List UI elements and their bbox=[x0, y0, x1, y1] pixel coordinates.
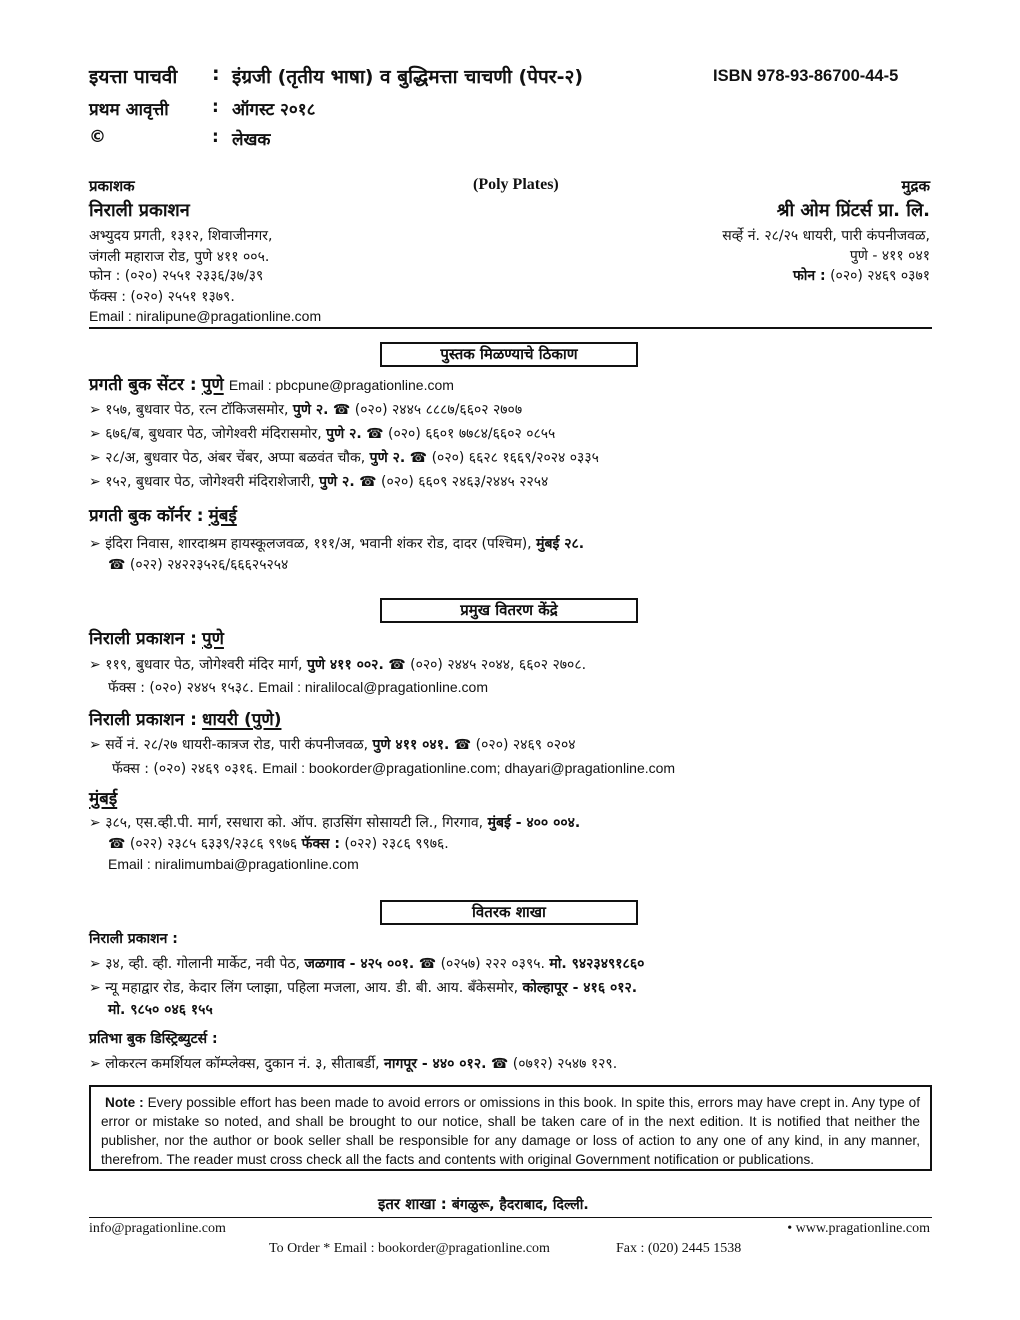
arrow-bullet-icon: ➢ bbox=[89, 1056, 101, 1072]
address-city: पुणे २. bbox=[369, 450, 406, 466]
email-address: Email : bookorder@pragationline.com; dhayari@pragationline.com bbox=[262, 760, 676, 776]
address-city: मुंबई - ४०० ००४. bbox=[487, 815, 581, 831]
publisher-phone: फोन : (०२०) २५५१ २३३६/३७/३९ bbox=[89, 268, 264, 284]
phone-line bbox=[108, 555, 288, 574]
printer-phone-number: (०२०) २४६९ ०३७१ bbox=[830, 268, 930, 284]
pragati-book-corner-label: प्रगती बुक कॉर्नर : bbox=[89, 506, 204, 526]
fax-number: फॅक्स : (०२०) २४४५ १५३८. bbox=[108, 680, 254, 696]
pratibha-heading: प्रतिभा बुक डिस्ट्रिब्युटर्स : bbox=[89, 1031, 218, 1047]
address-city: पुणे ४११ ०४१. bbox=[372, 737, 450, 753]
note-text: Every possible effort has been made to avoid errors or omissions in this book. In spite this, errors may have crept in. Any type of error or mistake so noted, and shall be brought to our notice, shall be taken care of in the next edition. It is notified that neither the publisher, nor the author or book seller shall be responsible for any damage or loss of action to any one of any kind, in any manner, therefrom. The reader must cross check all the facts and contents with original Government notification or publications. bbox=[101, 1095, 920, 1167]
header-divider bbox=[89, 327, 932, 329]
arrow-bullet-icon: ➢ bbox=[89, 426, 101, 442]
address-text: ३८५, एस.व्ही.पी. मार्ग, रसधारा को. ऑप. हाउसिंग सोसायटी लि., गिरगाव, bbox=[105, 815, 484, 831]
publisher-fax: फॅक्स : (०२०) २५५१ १३७९. bbox=[89, 289, 235, 305]
phone-icon: ☎ bbox=[418, 956, 437, 972]
arrow-bullet-icon: ➢ bbox=[89, 980, 101, 996]
printer-phone bbox=[793, 266, 930, 285]
phone-number: (०२५७) २२२ ०३९५. bbox=[440, 956, 545, 972]
isbn: ISBN 978-93-86700-44-5 bbox=[713, 67, 899, 85]
pragati-book-centre-city: पुणे bbox=[201, 375, 224, 395]
mobile-number: मो. ९८५० ०४६ १५५ bbox=[108, 1002, 213, 1018]
publisher-address-1: अभ्युदय प्रगती, १३१२, शिवाजीनगर, bbox=[89, 228, 273, 244]
list-item bbox=[89, 735, 576, 754]
phone-fax-line bbox=[108, 834, 449, 853]
section-where-to-buy-title: पुस्तक मिळण्याचे ठिकाण bbox=[440, 345, 578, 363]
phone-icon: ☎ bbox=[108, 557, 126, 573]
address-city: कोल्हापूर - ४१६ ०१२. bbox=[522, 980, 638, 996]
printer-address-2: पुणे - ४११ ०४१ bbox=[849, 248, 930, 264]
phone-number: (०२२) २३८५ ६३३९/२३८६ ९९७६ bbox=[129, 836, 298, 852]
footer-fax: Fax : (020) 2445 1538 bbox=[616, 1241, 742, 1256]
phone-icon: ☎ bbox=[359, 474, 377, 490]
arrow-bullet-icon: ➢ bbox=[89, 536, 101, 552]
list-item bbox=[89, 424, 555, 443]
pragati-book-corner-city: मुंबई bbox=[208, 506, 237, 526]
footer-website: • www.pragationline.com bbox=[787, 1221, 930, 1236]
other-branches-value: बंगळुरू, हैदराबाद, दिल्ली. bbox=[451, 1197, 589, 1213]
fax-number: (०२२) २३८६ ९९७६. bbox=[344, 836, 449, 852]
section-where-to-buy-box bbox=[380, 342, 638, 367]
arrow-bullet-icon: ➢ bbox=[89, 657, 101, 673]
arrow-bullet-icon: ➢ bbox=[89, 474, 101, 490]
phone-icon: ☎ bbox=[453, 737, 472, 753]
copyright-symbol: © bbox=[89, 127, 106, 147]
edition-value: ऑगस्ट २०१८ bbox=[232, 100, 316, 120]
address-city: पुणे २. bbox=[319, 474, 355, 490]
phone-icon: ☎ bbox=[332, 402, 351, 418]
address-text: १५७, बुधवार पेठ, रत्न टॉकिजसमोर, bbox=[105, 402, 289, 418]
mobile-number: मो. ९४२३४९१८६० bbox=[549, 956, 645, 972]
phone-number: (०२०) २४४५ २०४४, ६६०२ २७०८. bbox=[410, 657, 587, 673]
address-text: ११९, बुधवार पेठ, जोगेश्वरी मंदिर मार्ग, bbox=[105, 657, 303, 673]
nirali-pune-heading bbox=[89, 626, 224, 649]
fax-email-line bbox=[112, 759, 675, 778]
pragati-book-centre-heading bbox=[89, 372, 454, 395]
address-text: ६७६/ब, बुधवार पेठ, जोगेश्वरी मंदिरासमोर, bbox=[105, 426, 322, 442]
address-city: मुंबई २८. bbox=[536, 536, 585, 552]
address-city: नागपूर - ४४० ०१२. bbox=[384, 1056, 487, 1072]
phone-icon: ☎ bbox=[388, 657, 406, 673]
list-item bbox=[89, 534, 584, 553]
nirali-pune-label: निराली प्रकाशन : bbox=[89, 629, 197, 649]
phone-icon: ☎ bbox=[409, 450, 428, 466]
address-text: ३४, व्ही. व्ही. गोलानी मार्केट, नवी पेठ, bbox=[105, 956, 301, 972]
fax-number: फॅक्स : (०२०) २४६९ ०३१६. bbox=[112, 761, 258, 777]
phone-icon: ☎ bbox=[490, 1056, 509, 1072]
phone-number: (०७१२) २५४७ १२९. bbox=[512, 1056, 618, 1072]
address-city: पुणे ४११ ००२. bbox=[306, 657, 384, 673]
pragati-book-centre-label: प्रगती बुक सेंटर : bbox=[89, 375, 197, 395]
address-city: पुणे २. bbox=[326, 426, 362, 442]
printer-label: मुद्रक bbox=[901, 177, 930, 195]
nirali-pune-city: पुणे bbox=[201, 629, 224, 649]
pragati-book-corner-heading bbox=[89, 503, 237, 526]
footer-email: info@pragationline.com bbox=[89, 1221, 226, 1236]
other-branches-label: इतर शाखा : bbox=[378, 1195, 447, 1213]
email-address: Email : niralilocal@pragationline.com bbox=[258, 679, 488, 695]
publisher-label: प्रकाशक bbox=[89, 177, 135, 195]
arrow-bullet-icon: ➢ bbox=[89, 450, 101, 466]
printer-name: श्री ओम प्रिंटर्स प्रा. लि. bbox=[776, 200, 930, 221]
arrow-bullet-icon: ➢ bbox=[89, 402, 101, 418]
list-item bbox=[89, 813, 580, 832]
phone-number: (०२०) २४४५ ८८८७/६६०२ २७०७ bbox=[354, 402, 523, 418]
phone-number: (०२२) २४२२३५२६/६६६२५२५४ bbox=[129, 557, 289, 573]
fax-email-line bbox=[108, 678, 488, 697]
pragati-book-centre-email: Email : pbcpune@pragationline.com bbox=[228, 377, 454, 393]
address-text: न्यू महाद्वार रोड, केदार लिंग प्लाझा, पहिला मजला, आय. डी. बी. आय. बँकेसमोर, bbox=[105, 980, 519, 996]
phone-number: (०२०) ६६२८ १६६९/२०२४ ०३३५ bbox=[431, 450, 599, 466]
note-label: Note : bbox=[105, 1095, 144, 1110]
copyright-value: लेखक bbox=[232, 130, 271, 150]
address-text: इंदिरा निवास, शारदाश्रम हायस्कूलजवळ, १११/अ, भवानी शंकर रोड, दादर (पश्चिम), bbox=[105, 536, 532, 552]
address-text: सर्वे नं. २८/२७ धायरी-कात्रज रोड, पारी कंपनीजवळ, bbox=[105, 737, 369, 753]
mumbai-heading: मुंबई bbox=[89, 789, 118, 809]
book-title: इंग्रजी (तृतीय भाषा) व बुद्धिमत्ता चाचणी (पेपर-२) bbox=[232, 66, 584, 88]
nirali-dhayari-city: धायरी (पुणे) bbox=[201, 710, 282, 730]
edition-separator: : bbox=[212, 97, 219, 117]
phone-icon: ☎ bbox=[108, 836, 126, 852]
list-item bbox=[89, 954, 644, 973]
list-item bbox=[89, 472, 548, 491]
section-main-distribution-box bbox=[380, 598, 638, 623]
address-city: पुणे २. bbox=[292, 402, 329, 418]
list-item bbox=[89, 1054, 617, 1073]
phone-number: (०२०) २४६९ ०२०४ bbox=[475, 737, 576, 753]
footer-divider bbox=[89, 1217, 932, 1218]
address-text: १५२, बुधवार पेठ, जोगेश्वरी मंदिराशेजारी, bbox=[105, 474, 315, 490]
other-branches bbox=[378, 1194, 589, 1214]
phone-number: (०२०) ६६०९ २४६३/२४४५ २२५४ bbox=[381, 474, 549, 490]
list-item bbox=[89, 448, 599, 467]
standard-label: इयत्ता पाचवी bbox=[89, 66, 178, 88]
section-main-distribution-title: प्रमुख वितरण केंद्रे bbox=[460, 601, 558, 619]
edition-label: प्रथम आवृत्ती bbox=[89, 100, 169, 120]
nirali-dhayari-label: निराली प्रकाशन : bbox=[89, 710, 197, 730]
email-address: Email : niralimumbai@pragationline.com bbox=[108, 856, 359, 872]
nirali-branch-heading: निराली प्रकाशन : bbox=[89, 931, 178, 947]
address-city: जळगाव - ४२५ ००१. bbox=[304, 956, 415, 972]
address-text: लोकरत्न कमर्शियल कॉम्प्लेक्स, दुकान नं. ३, सीताबर्डी, bbox=[105, 1056, 380, 1072]
copyright-separator: : bbox=[212, 127, 219, 147]
section-distributor-branches-box bbox=[380, 900, 638, 925]
phone-icon: ☎ bbox=[366, 426, 384, 442]
arrow-bullet-icon: ➢ bbox=[89, 737, 101, 753]
list-item bbox=[89, 978, 637, 997]
printer-phone-label: फोन : bbox=[792, 268, 826, 284]
fax-label: फॅक्स : bbox=[301, 836, 340, 852]
address-text: २८/अ, बुधवार पेठ, अंबर चेंबर, अप्पा बळवंत चौक, bbox=[105, 450, 366, 466]
poly-plates: (Poly Plates) bbox=[473, 176, 559, 193]
arrow-bullet-icon: ➢ bbox=[89, 815, 101, 831]
arrow-bullet-icon: ➢ bbox=[89, 956, 101, 972]
footer-order-email: To Order * Email : bookorder@pragationline.com bbox=[269, 1241, 550, 1256]
publisher-name: निराली प्रकाशन bbox=[89, 200, 190, 221]
disclaimer-note bbox=[89, 1085, 932, 1171]
phone-number: (०२०) ६६०१ ७७८४/६६०२ ०८५५ bbox=[388, 426, 556, 442]
nirali-dhayari-heading bbox=[89, 707, 281, 730]
publisher-email: Email : niralipune@pragationline.com bbox=[89, 308, 322, 324]
title-separator: : bbox=[212, 63, 220, 85]
list-item bbox=[89, 655, 586, 674]
publisher-address-2: जंगली महाराज रोड, पुणे ४११ ००५. bbox=[89, 249, 270, 265]
printer-address-1: सर्व्हे नं. २८/२५ धायरी, पारी कंपनीजवळ, bbox=[722, 228, 930, 244]
list-item bbox=[89, 400, 522, 419]
section-distributor-branches-title: वितरक शाखा bbox=[472, 903, 546, 921]
